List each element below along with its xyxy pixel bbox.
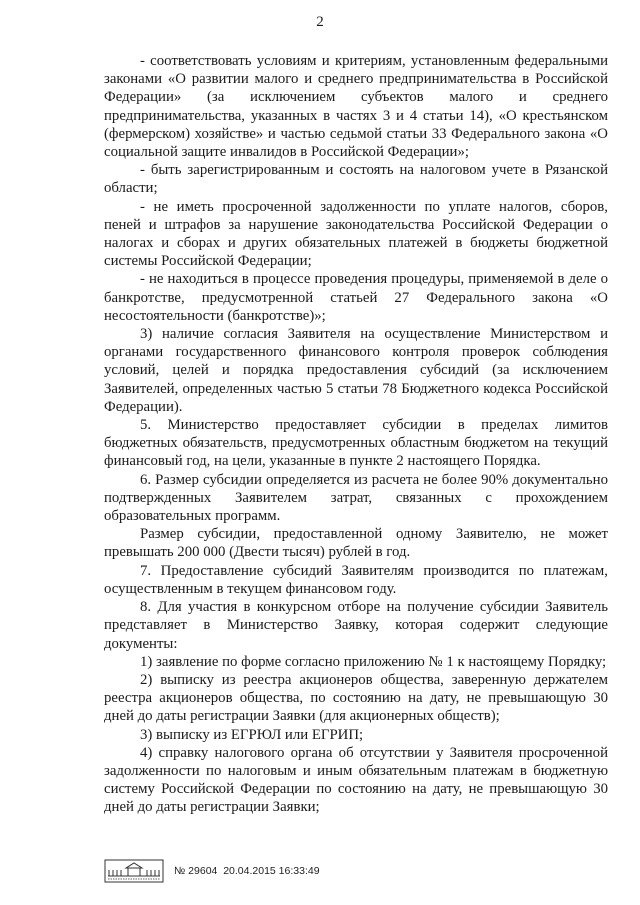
paragraph-11: 1) заявление по форме согласно приложению № 1 к настоящему Порядку; xyxy=(140,653,607,670)
page-number: 2 xyxy=(316,14,324,30)
paragraph-12: 2) выписку из реестра акционеров общества, заверенную держателем реестра акционеров общества, по состоянию на дату, не превышающую 30 дней до даты регистрации Заявки (для акционерных обществ); xyxy=(104,671,608,725)
paragraph-5: 3) наличие согласия Заявителя на осуществление Министерством и органами государственного финансового контроля проверок соблюдения условий, целей и порядка предоставления субсидий (за исключением Заявителей, определенных частью 5 статьи 78 Бюджетного кодекса Российской Федерации). xyxy=(104,326,608,415)
registration-footer xyxy=(104,858,320,884)
document-body xyxy=(104,52,608,817)
paragraph-13: 3) выписку из ЕГРЮЛ или ЕГРИП; xyxy=(140,726,364,743)
paragraph-8: Размер субсидии, предоставленной одному Заявителю, не может превышать 200 000 (Двести тысяч) рублей в год. xyxy=(104,526,608,561)
paragraph-10: 8. Для участия в конкурсном отборе на получение субсидии Заявитель представляет в Министерство Заявку, которая содержит следующие документы: xyxy=(104,599,608,652)
paragraph-7: 6. Размер субсидии определяется из расчета не более 90% документально подтвержденных Заявителем затрат, связанных с прохождением образовательных программ. xyxy=(104,471,608,525)
paragraph-2: - быть зарегистрированным и состоять на налоговом учете в Рязанской области; xyxy=(104,162,608,197)
paragraph-3: - не иметь просроченной задолженности по уплате налогов, сборов, пеней и штрафов за нарушение законодательства Российской Федерации о налогах и сборах и других обязательных платежей в бюджеты бюджетной системы Российской Федерации; xyxy=(104,198,608,270)
paragraph-4: - не находиться в процессе проведения процедуры, применяемой в деле о банкротстве, предусмотренной статьей 27 Федерального закона «О несостоятельности (банкротстве)»; xyxy=(104,271,608,324)
building-stamp-icon xyxy=(104,859,164,883)
paragraph-9: 7. Предоставление субсидий Заявителям производится по платежам, осуществленным в текущем финансовом году. xyxy=(104,562,608,597)
registration-stamp: № 29604 20.04.2015 16:33:49 xyxy=(174,865,320,877)
paragraph-6: 5. Министерство предоставляет субсидии в пределах лимитов бюджетных обязательств, предусмотренных областным бюджетом на текущий финансовый год, на цели, указанные в пункте 2 настоящего Порядка. xyxy=(104,417,608,470)
paragraph-1: - соответствовать условиям и критериям, установленным федеральными законами «О развитии малого и среднего предпринимательства в Российской Федерации» (за исключением субъектов малого и среднего предпринимательства, указанных в частях 3 и 4 статьи 14), «О крестьянском (фермерском) хозяйстве» и частью седьмой статьи 33 Федерального закона «О социальной защите инвалидов в Российской Федерации»; xyxy=(104,53,608,161)
paragraph-14: 4) справку налогового органа об отсутствии у Заявителя просроченной задолженности по налоговым и иным обязательным платежам в бюджетную систему Российской Федерации по состоянию на дату, не превышающую 30 дней до даты регистрации Заявки; xyxy=(104,744,608,816)
